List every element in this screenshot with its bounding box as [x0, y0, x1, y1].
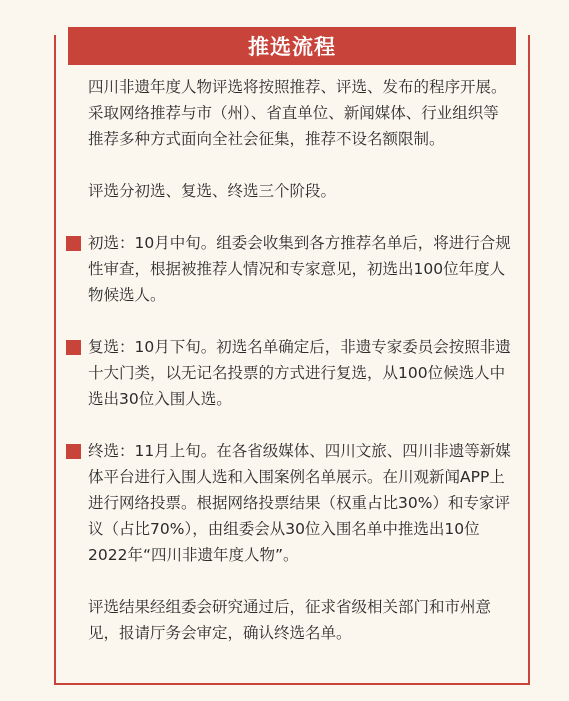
page-title: 推选流程 [248, 35, 336, 59]
bullet-square-icon [66, 236, 81, 251]
bullet-square-icon [66, 340, 81, 355]
content-body [88, 74, 512, 646]
preliminary-stage [88, 230, 512, 308]
conclusion-paragraph: 评选结果经组委会研究通过后，征求省级相关部门和市州意见，报请厅务会审定，确认终选名单。 [88, 598, 492, 642]
bullet-square-icon [66, 444, 81, 459]
final-text: 终选：11月上旬。在各省级媒体、四川文旅、四川非遗等新媒体平台进行入围人选和入围案例名单展示。在川观新闻APP上进行网络投票。根据网络投票结果（权重占比30%）和专家评议（占比70%），由组委会从30位入围名单中推选出10位2022年“四川非遗年度人物”。 [88, 442, 511, 564]
title-banner [68, 27, 516, 65]
intro-paragraph: 四川非遗年度人物评选将按照推荐、评选、发布的程序开展。采取网络推荐与市（州）、省直单位、新闻媒体、行业组织等推荐多种方式面向全社会征集，推荐不设名额限制。 [88, 78, 507, 148]
preliminary-text: 初选：10月中旬。组委会收集到各方推荐名单后，将进行合规性审查，根据被推荐人情况和专家意见，初选出100位年度人物候选人。 [88, 234, 511, 304]
stages-paragraph: 评选分初选、复选、终选三个阶段。 [88, 182, 337, 200]
secondary-text: 复选：10月下旬。初选名单确定后，非遗专家委员会按照非遗十大门类，以无记名投票的方式进行复选，从100位候选人中选出30位入围人选。 [88, 338, 511, 408]
final-stage [88, 438, 512, 568]
secondary-stage [88, 334, 512, 412]
